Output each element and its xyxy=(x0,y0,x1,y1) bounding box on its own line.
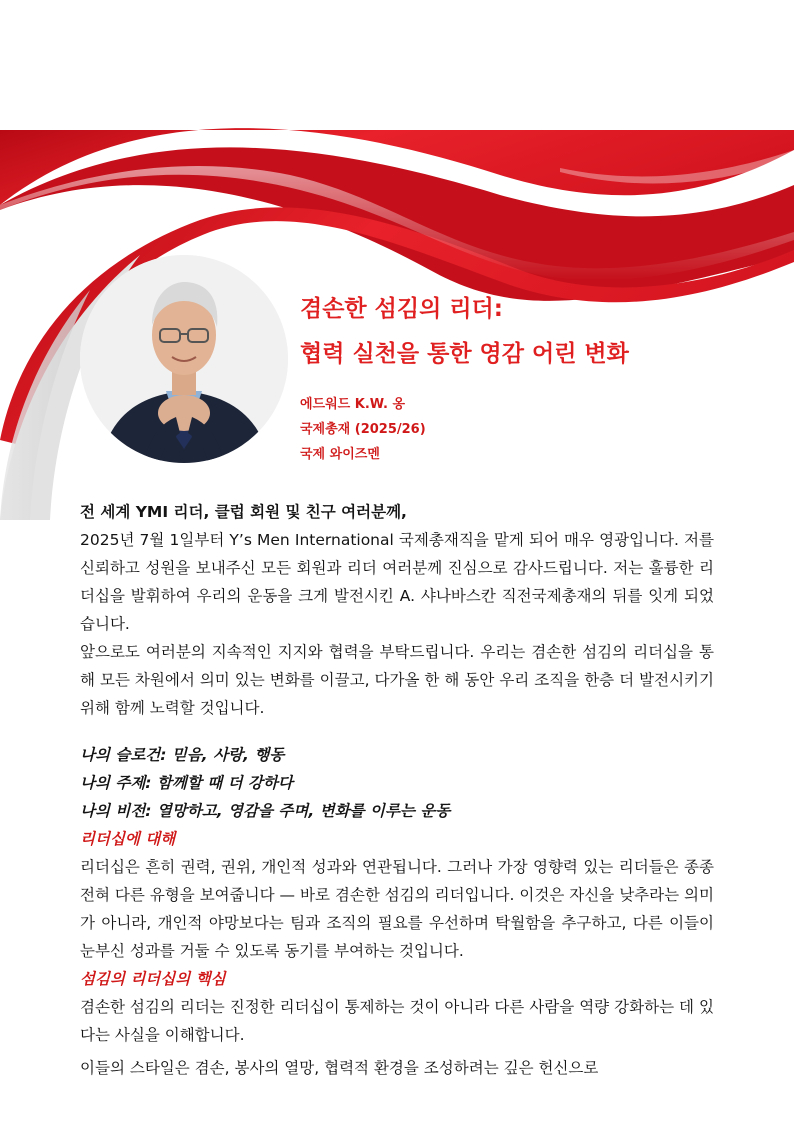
section-heading-leadership: 리더십에 대해 xyxy=(80,830,176,848)
section-heading-servant-core: 섬김의 리더십의 핵심 xyxy=(80,970,226,988)
letter-body xyxy=(80,498,714,1082)
author-name: 에드워드 K.W. 옹 xyxy=(300,397,406,412)
vision: 나의 비전: 열망하고, 영감을 주며, 변화를 이루는 운동 xyxy=(80,802,451,820)
greeting: 전 세계 YMI 리더, 클럽 회원 및 친구 여러분께, xyxy=(80,503,407,521)
title-line-1: 겸손한 섬김의 리더: xyxy=(300,296,503,322)
paragraph-leadership: 리더십은 흔히 권력, 권위, 개인적 성과와 연관됩니다. 그러나 가장 영향력 있는 리더들은 종종 전혀 다른 유형을 보여줍니다 — 바로 겸손한 섬김의 리더입니다. 이것은 자신을 낮추라는 의미가 아니라, 개인적 야망보다는 팀과 조직의 필요를 우선하며 탁월함을 추구하고, 다른 이들이 눈부신 성과를 거둘 수 있도록 동기를 부여하는 것입니다. xyxy=(80,858,714,960)
paragraph-support: 앞으로도 여러분의 지속적인 지지와 협력을 부탁드립니다. 우리는 겸손한 섬김의 리더십을 통해 모든 차원에서 의미 있는 변화를 이끌고, 다가올 한 해 동안 우리 조직을 한층 더 발전시키기 위해 함께 노력할 것입니다. xyxy=(80,643,714,717)
portrait-photo xyxy=(80,255,288,463)
paragraph-servant-core: 겸손한 섬김의 리더는 진정한 리더십이 통제하는 것이 아니라 다른 사람을 역량 강화하는 데 있다는 사실을 이해합니다. xyxy=(80,998,714,1044)
paragraph-servant-style: 이들의 스타일은 겸손, 봉사의 열망, 협력적 환경을 조성하려는 깊은 헌신으로 xyxy=(80,1059,599,1077)
paragraph-intro: 2025년 7월 1일부터 Y’s Men International 국제총재직을 맡게 되어 매우 영광입니다. 저를 신뢰하고 성원을 보내주신 모든 회원과 리더 여러분께 진심으로 감사드립니다. 저는 훌륭한 리더십을 발휘하여 우리의 운동을 크게 발전시킨 A. 샤나바스칸 직전국제총재의 뒤를 잇게 되었습니다. xyxy=(80,531,714,633)
title-line-2: 협력 실천을 통한 영감 어린 변화 xyxy=(300,341,629,367)
slogan: 나의 슬로건: 믿음, 사랑, 행동 xyxy=(80,746,285,764)
organization-name: 국제 와이즈멘 xyxy=(300,447,380,462)
spacer xyxy=(80,722,714,741)
author-role: 국제총재 (2025/26) xyxy=(300,422,426,437)
theme: 나의 주제: 함께할 때 더 강하다 xyxy=(80,774,293,792)
author-block xyxy=(300,392,426,467)
